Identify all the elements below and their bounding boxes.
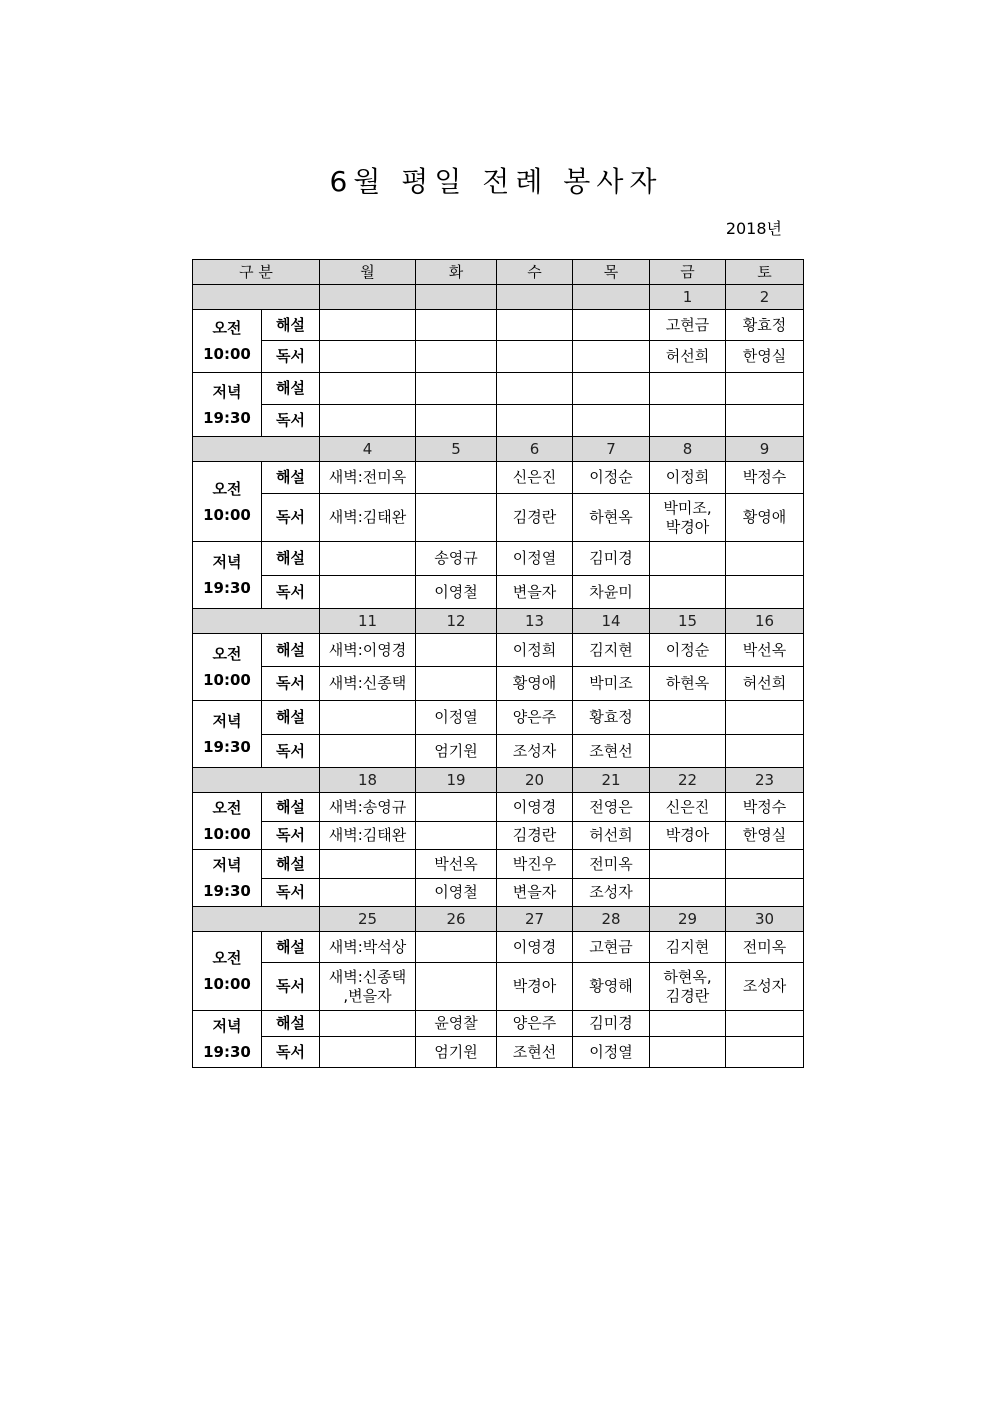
assignment-row	[193, 310, 804, 341]
assignment-row	[193, 1011, 804, 1037]
volunteer-cell: 허선희	[650, 341, 726, 373]
role-reading: 독서	[262, 494, 320, 542]
volunteer-cell	[497, 373, 573, 405]
volunteer-cell: 박경아	[650, 822, 726, 850]
period-time: 10:00	[203, 825, 251, 843]
volunteer-cell: 양은주	[497, 701, 573, 735]
volunteer-cell: 박선옥	[416, 850, 497, 879]
volunteer-cell: 조현선	[497, 1037, 573, 1068]
role-reading: 독서	[262, 1037, 320, 1068]
volunteer-cell: 황효정	[573, 701, 650, 735]
assignment-row	[193, 494, 804, 542]
date-cell: 14	[573, 609, 650, 634]
volunteer-cell	[726, 1037, 804, 1068]
date-row	[193, 768, 804, 793]
volunteer-cell	[726, 1011, 804, 1037]
role-commentary: 해설	[262, 701, 320, 735]
volunteer-cell	[416, 341, 497, 373]
period-evening	[193, 701, 262, 768]
period-name: 저녁	[212, 712, 242, 730]
volunteer-cell	[416, 373, 497, 405]
assignment-row	[193, 634, 804, 667]
role-commentary: 해설	[262, 462, 320, 494]
date-cell: 28	[573, 907, 650, 932]
volunteer-cell: 새벽:이영경	[320, 634, 416, 667]
year-label: 2018년	[725, 219, 782, 238]
volunteer-cell	[416, 793, 497, 822]
date-row	[193, 907, 804, 932]
period-morning	[193, 793, 262, 850]
volunteer-cell: 허선희	[573, 822, 650, 850]
volunteer-cell	[650, 701, 726, 735]
volunteer-cell: 변을자	[497, 576, 573, 609]
role-reading: 독서	[262, 735, 320, 768]
volunteer-cell: 전영은	[573, 793, 650, 822]
date-row-label	[193, 609, 320, 634]
period-time: 10:00	[203, 671, 251, 689]
date-cell: 20	[497, 768, 573, 793]
assignment-row	[193, 822, 804, 850]
volunteer-cell	[320, 879, 416, 907]
volunteer-cell	[573, 310, 650, 341]
date-cell: 4	[320, 437, 416, 462]
volunteer-cell	[320, 310, 416, 341]
role-reading: 독서	[262, 405, 320, 437]
volunteer-cell	[320, 542, 416, 576]
period-time: 19:30	[203, 579, 251, 597]
role-reading: 독서	[262, 822, 320, 850]
volunteer-cell	[650, 373, 726, 405]
volunteer-cell: 이정희	[497, 634, 573, 667]
volunteer-cell: 이영경	[497, 793, 573, 822]
volunteer-cell	[573, 405, 650, 437]
assignment-row	[193, 735, 804, 768]
header-monday: 월	[320, 260, 416, 285]
period-morning	[193, 310, 262, 373]
period-time: 19:30	[203, 1043, 251, 1061]
assignment-row	[193, 373, 804, 405]
volunteer-cell: 조현선	[573, 735, 650, 768]
date-cell: 5	[416, 437, 497, 462]
role-commentary: 해설	[262, 850, 320, 879]
date-cell	[416, 285, 497, 310]
date-cell: 26	[416, 907, 497, 932]
volunteer-cell: 새벽:송영규	[320, 793, 416, 822]
period-evening	[193, 1011, 262, 1068]
date-row-label	[193, 437, 320, 462]
period-time: 10:00	[203, 975, 251, 993]
volunteer-cell	[320, 701, 416, 735]
date-cell: 1	[650, 285, 726, 310]
volunteer-cell: 전미옥	[573, 850, 650, 879]
role-commentary: 해설	[262, 634, 320, 667]
date-cell: 13	[497, 609, 573, 634]
volunteer-cell	[573, 373, 650, 405]
header-category: 구 분	[193, 260, 320, 285]
period-evening	[193, 542, 262, 609]
role-reading: 독서	[262, 667, 320, 701]
header-thursday: 목	[573, 260, 650, 285]
volunteer-cell	[497, 405, 573, 437]
date-cell: 25	[320, 907, 416, 932]
date-cell: 8	[650, 437, 726, 462]
volunteer-cell: 황효정	[726, 310, 804, 341]
volunteer-cell	[726, 850, 804, 879]
date-cell: 7	[573, 437, 650, 462]
volunteer-cell: 하현옥, 김경란	[650, 963, 726, 1011]
period-morning	[193, 634, 262, 701]
assignment-row	[193, 462, 804, 494]
volunteer-cell: 고현금	[650, 310, 726, 341]
date-row-label	[193, 285, 320, 310]
assignment-row	[193, 932, 804, 963]
period-name: 저녁	[212, 382, 242, 401]
header-saturday: 토	[726, 260, 804, 285]
volunteer-cell: 이영경	[497, 932, 573, 963]
volunteer-cell: 신은진	[497, 462, 573, 494]
volunteer-cell	[416, 634, 497, 667]
volunteer-cell	[650, 576, 726, 609]
volunteer-cell	[320, 1011, 416, 1037]
volunteer-cell	[573, 341, 650, 373]
date-cell: 2	[726, 285, 804, 310]
period-name: 오전	[212, 949, 242, 967]
period-time: 19:30	[203, 738, 251, 756]
date-cell: 23	[726, 768, 804, 793]
volunteer-cell	[320, 405, 416, 437]
volunteer-cell: 송영규	[416, 542, 497, 576]
volunteer-cell	[416, 963, 497, 1011]
volunteer-cell: 이정순	[573, 462, 650, 494]
volunteer-cell	[320, 341, 416, 373]
date-cell	[497, 285, 573, 310]
volunteer-cell: 박미조, 박경아	[650, 494, 726, 542]
assignment-row	[193, 879, 804, 907]
volunteer-cell	[726, 373, 804, 405]
date-cell	[320, 285, 416, 310]
volunteer-cell: 새벽:전미옥	[320, 462, 416, 494]
volunteer-cell	[320, 850, 416, 879]
volunteer-cell: 김미경	[573, 542, 650, 576]
volunteer-cell: 김경란	[497, 494, 573, 542]
volunteer-cell	[650, 850, 726, 879]
volunteer-cell	[416, 667, 497, 701]
period-time: 19:30	[203, 408, 251, 427]
volunteer-cell	[497, 341, 573, 373]
volunteer-cell	[416, 932, 497, 963]
period-name: 저녁	[212, 553, 242, 571]
volunteer-cell	[650, 735, 726, 768]
volunteer-cell: 박선옥	[726, 634, 804, 667]
volunteer-cell: 황영애	[726, 494, 804, 542]
date-cell: 21	[573, 768, 650, 793]
assignment-row	[193, 542, 804, 576]
volunteer-cell	[416, 462, 497, 494]
volunteer-cell: 윤영찰	[416, 1011, 497, 1037]
volunteer-cell: 새벽:김태완	[320, 822, 416, 850]
volunteer-cell: 박정수	[726, 462, 804, 494]
volunteer-cell	[650, 1037, 726, 1068]
volunteer-cell: 김경란	[497, 822, 573, 850]
role-reading: 독서	[262, 879, 320, 907]
volunteer-cell: 황영해	[573, 963, 650, 1011]
date-cell: 19	[416, 768, 497, 793]
period-time: 10:00	[203, 505, 251, 524]
volunteer-cell: 엄기원	[416, 1037, 497, 1068]
role-commentary: 해설	[262, 1011, 320, 1037]
header-row	[193, 260, 804, 285]
period-name: 오전	[212, 319, 242, 337]
period-morning	[193, 932, 262, 1011]
period-morning	[193, 462, 262, 542]
date-cell: 12	[416, 609, 497, 634]
volunteer-cell	[650, 405, 726, 437]
volunteer-cell: 한영실	[726, 341, 804, 373]
role-commentary: 해설	[262, 373, 320, 405]
header-wednesday: 수	[497, 260, 573, 285]
volunteer-cell: 양은주	[497, 1011, 573, 1037]
period-name: 오전	[212, 645, 242, 663]
date-cell: 18	[320, 768, 416, 793]
volunteer-cell	[726, 542, 804, 576]
volunteer-cell	[726, 576, 804, 609]
volunteer-cell	[650, 879, 726, 907]
period-name: 오전	[212, 799, 242, 817]
volunteer-cell: 조성자	[573, 879, 650, 907]
volunteer-cell: 이정열	[573, 1037, 650, 1068]
volunteer-cell	[320, 373, 416, 405]
assignment-row	[193, 576, 804, 609]
volunteer-cell: 박미조	[573, 667, 650, 701]
volunteer-cell	[726, 701, 804, 735]
date-cell	[573, 285, 650, 310]
volunteer-cell: 전미옥	[726, 932, 804, 963]
volunteer-cell: 하현옥	[650, 667, 726, 701]
volunteer-cell: 엄기원	[416, 735, 497, 768]
volunteer-cell	[726, 879, 804, 907]
assignment-row	[193, 667, 804, 701]
assignment-row	[193, 341, 804, 373]
volunteer-cell	[416, 405, 497, 437]
volunteer-schedule-table	[192, 259, 804, 1068]
period-name: 저녁	[212, 1017, 242, 1035]
volunteer-cell: 차윤미	[573, 576, 650, 609]
volunteer-cell	[320, 1037, 416, 1068]
volunteer-cell: 박진우	[497, 850, 573, 879]
volunteer-cell	[650, 542, 726, 576]
date-row	[193, 437, 804, 462]
assignment-row	[193, 793, 804, 822]
date-cell: 11	[320, 609, 416, 634]
volunteer-cell: 황영애	[497, 667, 573, 701]
volunteer-cell: 이정열	[416, 701, 497, 735]
volunteer-cell: 조성자	[726, 963, 804, 1011]
date-cell: 22	[650, 768, 726, 793]
role-reading: 독서	[262, 341, 320, 373]
volunteer-cell: 이정순	[650, 634, 726, 667]
volunteer-cell: 이정희	[650, 462, 726, 494]
period-name: 오전	[212, 479, 242, 498]
assignment-row	[193, 701, 804, 735]
assignment-row	[193, 963, 804, 1011]
volunteer-cell: 고현금	[573, 932, 650, 963]
date-row-label	[193, 768, 320, 793]
assignment-row	[193, 1037, 804, 1068]
assignment-row	[193, 405, 804, 437]
header-tuesday: 화	[416, 260, 497, 285]
period-evening	[193, 373, 262, 437]
volunteer-cell	[650, 1011, 726, 1037]
volunteer-cell: 김지현	[573, 634, 650, 667]
date-cell: 16	[726, 609, 804, 634]
period-name: 저녁	[212, 856, 242, 874]
period-time: 19:30	[203, 882, 251, 900]
volunteer-cell: 신은진	[650, 793, 726, 822]
schedule-body	[193, 285, 804, 1068]
date-row	[193, 285, 804, 310]
assignment-row	[193, 850, 804, 879]
volunteer-cell: 새벽:김태완	[320, 494, 416, 542]
volunteer-cell	[726, 405, 804, 437]
page-title: 6월 평일 전례 봉사자	[329, 165, 663, 198]
volunteer-cell: 박정수	[726, 793, 804, 822]
volunteer-cell	[726, 735, 804, 768]
role-commentary: 해설	[262, 542, 320, 576]
volunteer-cell: 새벽:신종택 ,변을자	[320, 963, 416, 1011]
volunteer-cell	[497, 310, 573, 341]
date-cell: 6	[497, 437, 573, 462]
period-time: 10:00	[203, 345, 251, 363]
volunteer-cell: 새벽:신종택	[320, 667, 416, 701]
volunteer-cell: 한영실	[726, 822, 804, 850]
period-evening	[193, 850, 262, 907]
role-commentary: 해설	[262, 793, 320, 822]
date-cell: 29	[650, 907, 726, 932]
volunteer-cell: 새벽:박석상	[320, 932, 416, 963]
volunteer-cell: 변을자	[497, 879, 573, 907]
role-commentary: 해설	[262, 310, 320, 341]
date-cell: 9	[726, 437, 804, 462]
volunteer-cell	[320, 576, 416, 609]
volunteer-cell: 이영철	[416, 879, 497, 907]
volunteer-cell: 조성자	[497, 735, 573, 768]
header-friday: 금	[650, 260, 726, 285]
volunteer-cell	[416, 822, 497, 850]
volunteer-cell: 박경아	[497, 963, 573, 1011]
role-commentary: 해설	[262, 932, 320, 963]
date-cell: 30	[726, 907, 804, 932]
date-cell: 27	[497, 907, 573, 932]
volunteer-cell: 하현옥	[573, 494, 650, 542]
volunteer-cell	[416, 494, 497, 542]
date-cell: 15	[650, 609, 726, 634]
volunteer-cell: 이영철	[416, 576, 497, 609]
volunteer-cell: 김미경	[573, 1011, 650, 1037]
volunteer-cell: 허선희	[726, 667, 804, 701]
volunteer-cell	[320, 735, 416, 768]
date-row-label	[193, 907, 320, 932]
volunteer-cell: 이정열	[497, 542, 573, 576]
volunteer-cell	[416, 310, 497, 341]
date-row	[193, 609, 804, 634]
role-reading: 독서	[262, 963, 320, 1011]
volunteer-cell: 김지현	[650, 932, 726, 963]
role-reading: 독서	[262, 576, 320, 609]
